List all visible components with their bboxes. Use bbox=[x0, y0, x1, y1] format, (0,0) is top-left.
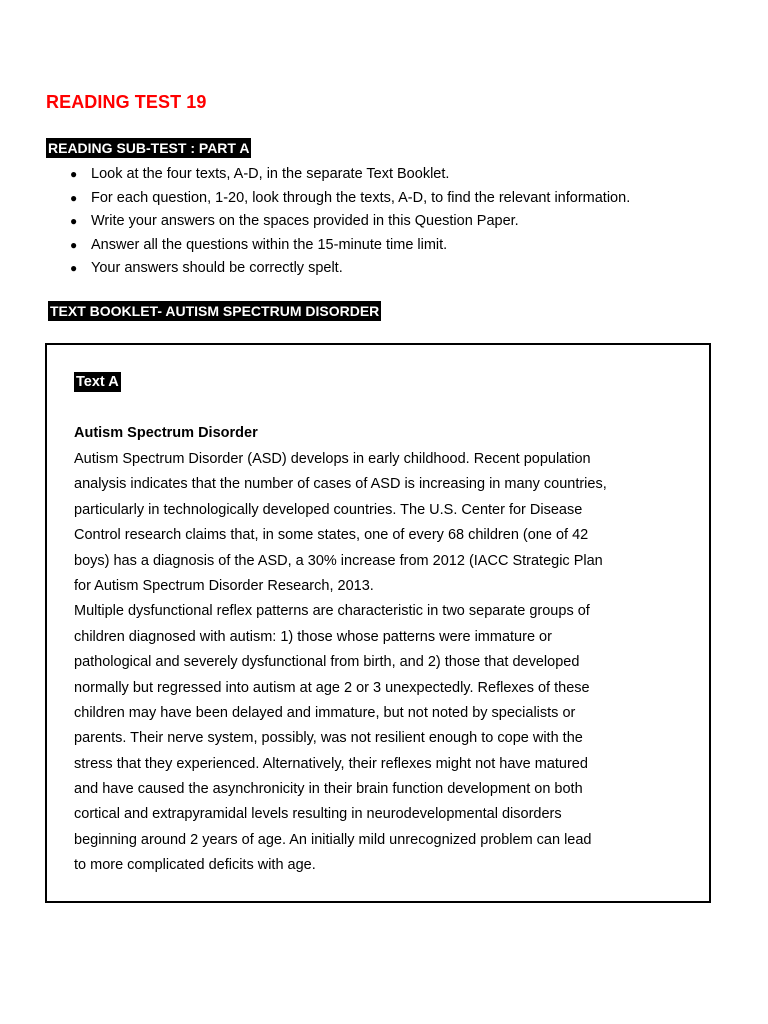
article-line: parents. Their nerve system, possibly, was not resilient enough to cope with the bbox=[74, 730, 583, 747]
instruction-text: Look at the four texts, A-D, in the separate Text Booklet. bbox=[91, 166, 450, 182]
article-line: stress that they experienced. Alternatively, their reflexes might not have matured bbox=[74, 755, 588, 772]
article-line: cortical and extrapyramidal levels resulting in neurodevelopmental disorders bbox=[74, 806, 562, 823]
article-line: boys) has a diagnosis of the ASD, a 30% increase from 2012 (IACC Strategic Plan bbox=[74, 552, 603, 569]
article-line: pathological and severely dysfunctional from birth, and 2) those that developed bbox=[74, 654, 580, 671]
article-line: beginning around 2 years of age. An initially mild unrecognized problem can lead bbox=[74, 831, 592, 848]
list-item bbox=[67, 211, 630, 235]
article-line: analysis indicates that the number of cases of ASD is increasing in many countries, bbox=[74, 476, 607, 493]
instruction-text: Answer all the questions within the 15-minute time limit. bbox=[91, 236, 448, 253]
article-line: Control research claims that, in some states, one of every 68 children (one of 42 bbox=[74, 527, 589, 544]
article-line: children diagnosed with autism: 1) those whose patterns were immature or bbox=[74, 628, 552, 645]
instruction-text: Your answers should be correctly spelt. bbox=[91, 260, 343, 276]
article-body bbox=[74, 449, 694, 881]
article-line: and have caused the asynchronicity in their brain function development on both bbox=[74, 781, 583, 798]
booklet-heading: TEXT BOOKLET- AUTISM SPECTRUM DISORDER bbox=[50, 303, 380, 319]
article-line: for Autism Spectrum Disorder Research, 2013. bbox=[74, 577, 374, 594]
article-line: children may have been delayed and immature, but not noted by specialists or bbox=[74, 704, 576, 721]
bullet-icon: ● bbox=[70, 214, 78, 228]
list-item bbox=[67, 188, 630, 212]
article-line: particularly in technologically developed countries. The U.S. Center for Disease bbox=[74, 501, 583, 518]
bullet-icon: ● bbox=[70, 167, 78, 181]
bullet-icon: ● bbox=[70, 190, 78, 205]
bullet-icon: ● bbox=[70, 237, 78, 252]
text-a-box bbox=[45, 343, 711, 903]
list-item bbox=[67, 164, 630, 188]
list-item bbox=[67, 258, 630, 282]
text-a-label: Text A bbox=[76, 374, 119, 390]
instruction-text: For each question, 1-20, look through the texts, A-D, to find the relevant information. bbox=[91, 189, 631, 206]
instruction-text: Write your answers on the spaces provided in this Question Paper. bbox=[91, 213, 519, 229]
article-line: normally but regressed into autism at age 2 or 3 unexpectedly. Reflexes of these bbox=[74, 679, 590, 696]
article-heading: Autism Spectrum Disorder bbox=[74, 425, 258, 441]
article-line: to more complicated deficits with age. bbox=[74, 857, 316, 874]
article-line: Autism Spectrum Disorder (ASD) develops in early childhood. Recent population bbox=[74, 451, 591, 467]
bullet-icon: ● bbox=[70, 261, 78, 275]
subtest-heading: READING SUB-TEST : PART A bbox=[48, 140, 250, 156]
article-line: Multiple dysfunctional reflex patterns are characteristic in two separate groups of bbox=[74, 603, 590, 620]
page-title: READING TEST 19 bbox=[46, 92, 207, 112]
instructions-list bbox=[67, 164, 630, 282]
list-item bbox=[67, 235, 630, 259]
